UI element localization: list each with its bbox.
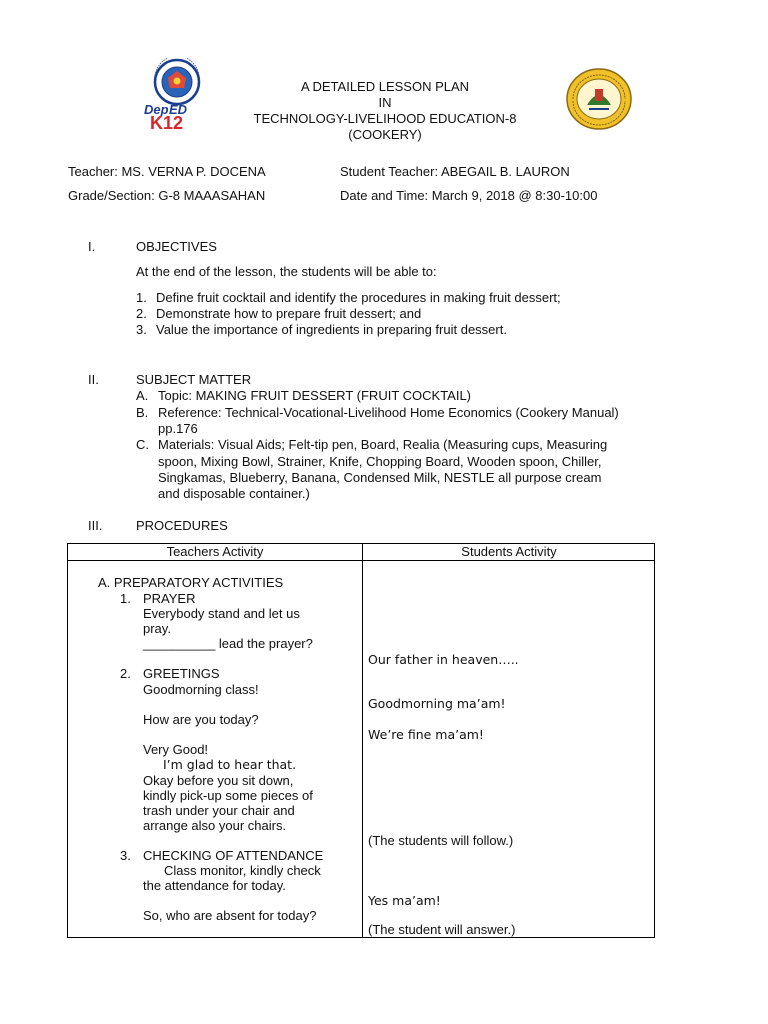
materials-text-line: and disposable container.) xyxy=(158,486,310,501)
teacher-line: __________ lead the prayer? xyxy=(143,636,313,651)
teacher-line: Very Good! xyxy=(143,742,209,757)
school-seal-logo xyxy=(565,67,633,131)
title-line-3: TECHNOLOGY-LIVELIHOOD EDUCATION-8 xyxy=(253,111,517,126)
student-response: Yes ma’am! xyxy=(368,893,441,908)
objective-number: 1. xyxy=(136,290,147,305)
materials-text-line: spoon, Mixing Bowl, Strainer, Knife, Chopping Board, Wooden spoon, Chiller, xyxy=(158,454,602,469)
teacher-name: Teacher: MS. VERNA P. DOCENA xyxy=(68,164,266,179)
teachers-activity-header: Teachers Activity xyxy=(166,544,264,559)
greetings-title: GREETINGS xyxy=(143,666,220,681)
materials-text-line: Singkamas, Blueberry, Banana, Condensed Milk, NESTLE all purpose cream xyxy=(158,470,602,485)
objective-item: Demonstrate how to prepare fruit dessert; and xyxy=(156,306,422,321)
step-number: 1. xyxy=(120,591,131,606)
student-response: (The student will answer.) xyxy=(368,922,516,937)
preparatory-activities-heading: A. PREPARATORY ACTIVITIES xyxy=(98,575,284,590)
teacher-line: the attendance for today. xyxy=(143,878,286,893)
materials-text-line: Materials: Visual Aids; Felt-tip pen, Board, Realia (Measuring cups, Measuring xyxy=(158,437,608,452)
objectives-heading: OBJECTIVES xyxy=(136,239,217,254)
teacher-line: Okay before you sit down, xyxy=(143,773,294,788)
step-number: 2. xyxy=(120,666,131,681)
date-time: Date and Time: March 9, 2018 @ 8:30-10:00 xyxy=(340,188,598,203)
topic-text: Topic: MAKING FRUIT DESSERT (FRUIT COCKTAIL) xyxy=(158,388,472,403)
document-title xyxy=(230,79,540,143)
deped-k12-logo xyxy=(140,58,214,130)
title-line-1: A DETAILED LESSON PLAN xyxy=(300,79,470,94)
objectives-intro: At the end of the lesson, the students will be able to: xyxy=(136,264,437,279)
attendance-title: CHECKING OF ATTENDANCE xyxy=(143,848,324,863)
objective-item: Value the importance of ingredients in preparing fruit dessert. xyxy=(156,322,507,337)
teacher-line: I’m glad to hear that. xyxy=(163,757,297,772)
teacher-line: kindly pick-up some pieces of xyxy=(143,788,313,803)
procedures-heading: PROCEDURES xyxy=(136,518,228,533)
table-column-divider xyxy=(362,544,363,937)
teacher-line: Goodmorning class! xyxy=(143,682,259,697)
student-teacher-name: Student Teacher: ABEGAIL B. LAURON xyxy=(340,164,570,179)
teacher-line: How are you today? xyxy=(143,712,259,727)
teacher-line: trash under your chair and xyxy=(143,803,295,818)
svg-text:ED: ED xyxy=(169,102,188,117)
procedures-number: III. xyxy=(88,518,103,533)
teacher-line: So, who are absent for today? xyxy=(143,908,317,923)
reference-text-line: pp.176 xyxy=(158,421,198,436)
reference-label: B. xyxy=(136,405,149,420)
subject-matter-number: II. xyxy=(88,372,99,387)
students-activity-header: Students Activity xyxy=(461,544,557,559)
teacher-line: Everybody stand and let us xyxy=(143,606,300,621)
student-response: Goodmorning ma’am! xyxy=(368,696,506,711)
table-header-divider xyxy=(68,560,654,561)
reference-text-line: Reference: Technical-Vocational-Livelihood Home Economics (Cookery Manual) xyxy=(158,405,619,420)
topic-label: A. xyxy=(136,388,149,403)
subject-matter-heading: SUBJECT MATTER xyxy=(136,372,252,387)
step-number: 3. xyxy=(120,848,131,863)
objective-item: Define fruit cocktail and identify the procedures in making fruit dessert; xyxy=(156,290,561,305)
svg-text:Dep: Dep xyxy=(144,102,169,117)
materials-label: C. xyxy=(136,437,149,452)
student-response: (The students will follow.) xyxy=(368,833,514,848)
teacher-line: Class monitor, kindly check xyxy=(164,863,321,878)
grade-section: Grade/Section: G-8 MAAASAHAN xyxy=(68,188,266,203)
teacher-line: pray. xyxy=(143,621,171,636)
student-response: Our father in heaven….. xyxy=(368,652,519,667)
objectives-number: I. xyxy=(88,239,96,254)
title-line-4: (COOKERY) xyxy=(348,127,422,142)
title-line-2: IN xyxy=(378,95,392,110)
student-response: We’re fine ma’am! xyxy=(368,727,484,742)
procedures-table xyxy=(67,543,655,938)
objective-number: 3. xyxy=(136,322,147,337)
objective-number: 2. xyxy=(136,306,147,321)
teacher-line: arrange also your chairs. xyxy=(143,818,287,833)
prayer-title: PRAYER xyxy=(143,591,196,606)
svg-text:K12: K12 xyxy=(150,113,184,130)
